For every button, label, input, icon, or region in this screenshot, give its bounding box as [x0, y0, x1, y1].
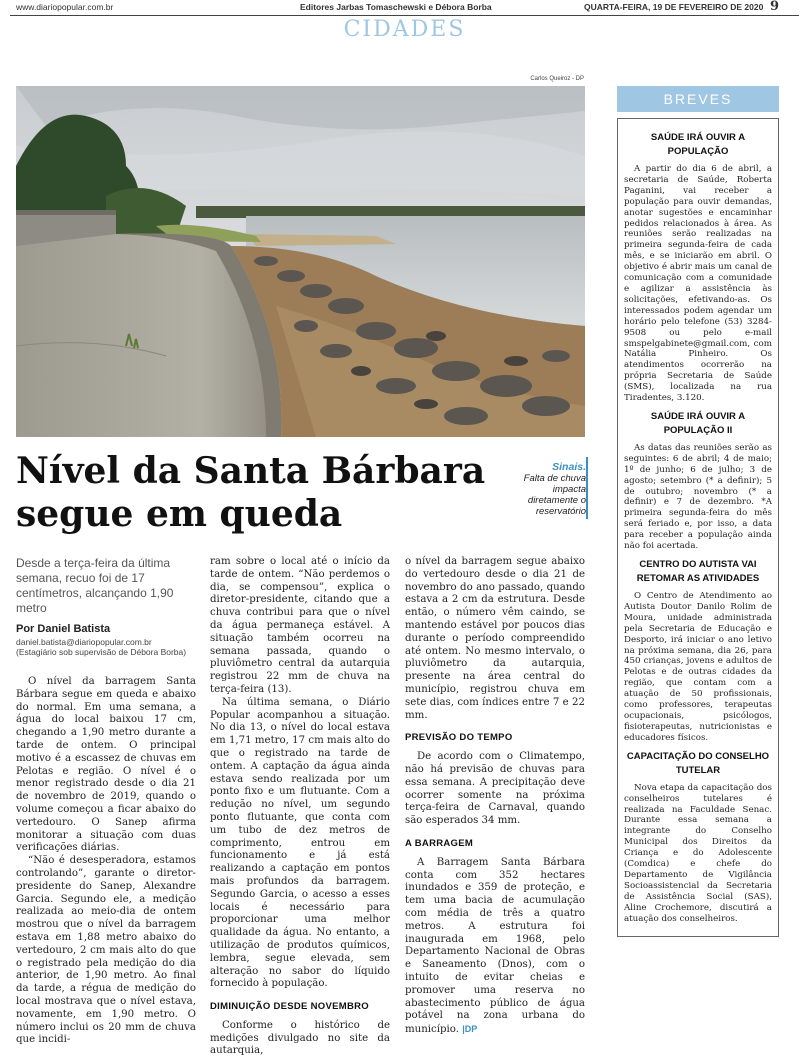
- paragraph: ram sobre o local até o início da tarde de ontem. “Não perdemos o dia, se compensou”, explica o diretor-presidente, citando que a chuva contribui para que o nível da água permaneça estável. A situação também ocorreu na semana passada, quando o pluviômetro central da autarquia registrou 22 mm de chuva na terça-feira (13).: [210, 556, 390, 695]
- paragraph: O nível da barragem Santa Bárbara segue em queda e abaixo do normal. Em uma semana, a água do local baixou 17 cm, chegando a 1,90 metro durante a tarde de ontem. O principal motivo é a escassez de chuvas em Pelotas e região. O nível é o menor registrado desde o dia 21 de novembro de 2019, quando o volume começou a ficar abaixo do vertedouro. O Sanep afirma monitorar a situação com duas verificações diárias.: [16, 676, 196, 854]
- paragraph: [405, 857, 585, 1037]
- subheading: DIMINUIÇÃO DESDE NOVEMBRO: [210, 1001, 369, 1013]
- paragraph: o nível da barragem segue abaixo do vertedouro desde o dia 21 de novembro do ano passado, quando estava a 2 cm da estrutura. Desde então, o número vêm caindo, se mantendo estável por poucos dias durante o período compreendido até ontem. No mesmo intervalo, o pluviômetro da autarquia, presente na área central do município, registrou chuva em sete dias, com índices entre 7 e 22 mm.: [405, 556, 585, 721]
- website-url[interactable]: www.diariopopular.com.br: [16, 2, 114, 12]
- dam-photo: [16, 86, 585, 437]
- article-column-1: [16, 676, 196, 1047]
- header-divider: [10, 15, 799, 16]
- subheading: PREVISÃO DO TEMPO: [405, 732, 513, 744]
- brief-title: CENTRO DO AUTISTA VAI RETOMAR AS ATIVIDADES: [636, 559, 760, 584]
- article-column-3: [405, 556, 585, 1037]
- byline-note: (Estagiário sob supervisão de Débora Borba): [16, 647, 187, 657]
- paragraph-text: A Barragem Santa Bárbara conta com 352 hectares inundados e 359 de proteção, e tem uma bacia de acumulação com média de três a quatro metros. A estrutura foi inaugurada em 1968, pelo Departamento Nacional de Obras e Saneamento (Dnos), com o intuito de evitar cheias e promover uma reserva no abastecimento público de água potável na zona urbana do município.: [405, 856, 585, 1036]
- article-headline: Nível da Santa Bárbara segue em queda: [16, 450, 486, 535]
- paragraph: Conforme o histórico de medições divulgado no site da autarquia,: [210, 1019, 390, 1057]
- editors-line: Editores Jarbas Tomaschewski e Débora Borba: [300, 2, 492, 12]
- brief-text: O Centro de Atendimento ao Autista Doutor Danilo Rolim de Moura, unidade administrada pela Secretaria de Educação e Desporto, irá iniciar o ano letivo na próxima semana, dia 26, para 450 crianças, jovens e adultos de Pelotas e de outras cidades da região, que contam com a atuação de 50 profissionais, como professores, terapeutas ocupacionais, psicólogos, fisioterapeutas, nutricionistas e educadores físicos.: [624, 591, 772, 743]
- breves-sidebar: [617, 86, 779, 937]
- paragraph: Na última semana, o Diário Popular acompanhou a situação. No dia 13, o nível do local estava em 1,71 metro, 17 cm mais alto do que o registrado na tarde de ontem. A captação da água ainda estava sendo realizada por um ponto fixo e um flutuante. Com a redução no nível, um segundo ponto flutuante, que conta com um tubo de dez metros de comprimento, entrou em funcionamento e já está realizando a captação em pontos mais profundos da barragem. Segundo Garcia, o acesso a esses locais é necessário para proporcionar uma melhor qualidade da água. No entanto, a utilização de produtos químicos, lembra, segue elevada, sem alteração no sabor do líquido fornecido à população.: [210, 696, 390, 990]
- dam-photo-illustration: [16, 86, 585, 437]
- brief-text: Nova etapa da capacitação dos conselheiros tutelares é realizada na Faculdade Senac. Durante essa semana a integrante do Conselho Municipal dos Direitos da Criança e do Adolescente (Comdica) e chefe do Departamento de Vigilância Socioassistencial da Secretaria de Assistência Social (SAS), Aline Crochemore, discutirá a atuação dos conselheiros.: [624, 782, 772, 924]
- breves-title: BREVES: [617, 86, 779, 112]
- end-mark: |DP: [462, 1024, 478, 1035]
- breves-box: [617, 118, 779, 937]
- photo-caption: [513, 462, 586, 517]
- paragraph: “Não é desesperadora, estamos controlando”, garante o diretor-presidente do Sanep, Alexandre Garcia. Segundo ele, a medição realizada ao meio-dia de ontem mostrou que o nível da barragem estava em 1,88 metro abaixo do vertedouro, 2 cm mais alto do que o registrado pela medição do dia anterior, de 1,90 metro. Ao final da tarde, a régua de medição do local mostrava que o nível estava, novamente, em 1,90 metro. O número inclui os 20 mm de chuva que incidi-: [16, 855, 196, 1046]
- page-number: 9: [770, 0, 780, 14]
- brief-title: SAÚDE IRÁ OUVIR A POPULAÇÃO: [650, 132, 746, 157]
- caption-rule: [586, 457, 588, 519]
- subheading: A BARRAGEM: [405, 837, 474, 849]
- brief-title: SAÚDE IRÁ OUVIR A POPULAÇÃO II: [650, 410, 746, 436]
- article-subtitle: Desde a terça-feira da última semana, recuo foi de 17 centímetros, alcançando 1,90 metro: [16, 556, 174, 615]
- brief-title: CAPACITAÇÃO DO CONSELHO TUTELAR: [626, 750, 770, 776]
- date-line: QUARTA-FEIRA, 19 DE FEVEREIRO DE 2020: [584, 2, 764, 12]
- article-column-2: [210, 556, 390, 1058]
- section-title: CIDADES: [343, 17, 466, 42]
- byline: Por Daniel Batista: [16, 623, 111, 635]
- paragraph: De acordo com o Climatempo, não há previsão de chuvas para essa semana. A precipitação deve ocorrer somente na próxima terça-feira de Carnaval, quando são esperados 34 mm.: [405, 751, 585, 827]
- byline-details: [16, 637, 206, 657]
- brief-text: As datas das reuniões serão as seguintes: 6 de abril; 4 de maio; 1º de junho; 6 de julho; 3 de agosto; setembro (* a definir); 5 de outubro; novembro (* a definir) e 7 de dezembro. *A primeira segunda-feira do mês será feriado e, por isso, a data para receber a população ainda não foi acertada.: [624, 442, 772, 552]
- page-header: [0, 0, 809, 14]
- brief-text: A partir do dia 6 de abril, a secretaria de Saúde, Roberta Paganini, vai receber a população para ouvir demandas, anotar sugestões e encaminhar pedidos relacionados à área. As reuniões serão realizadas na primeira segunda-feira de cada mês, e se iniciarão em abril. O objetivo é abrir mais um canal de comunicação com a comunidade e agilizar a assistência às solicitações, efetivando-as. Os interessados podem agendar um horário pelo telefone (53) 3284-9508 ou pelo e-mail smspelgabinete@gmail.com, com Natália Pinheiro. Os atendimentos ocorrerão na própria Secretaria de Saúde (SMS), localizada na rua Tiradentes, 3.120.: [624, 164, 772, 404]
- caption-title: Sinais.: [552, 461, 586, 473]
- photo-credit: Carlos Queiroz - DP: [530, 76, 584, 82]
- author-email[interactable]: daniel.batista@diariopopular.com.br: [16, 637, 152, 647]
- caption-text: Falta de chuva impacta diretamente o reservatório: [523, 473, 586, 517]
